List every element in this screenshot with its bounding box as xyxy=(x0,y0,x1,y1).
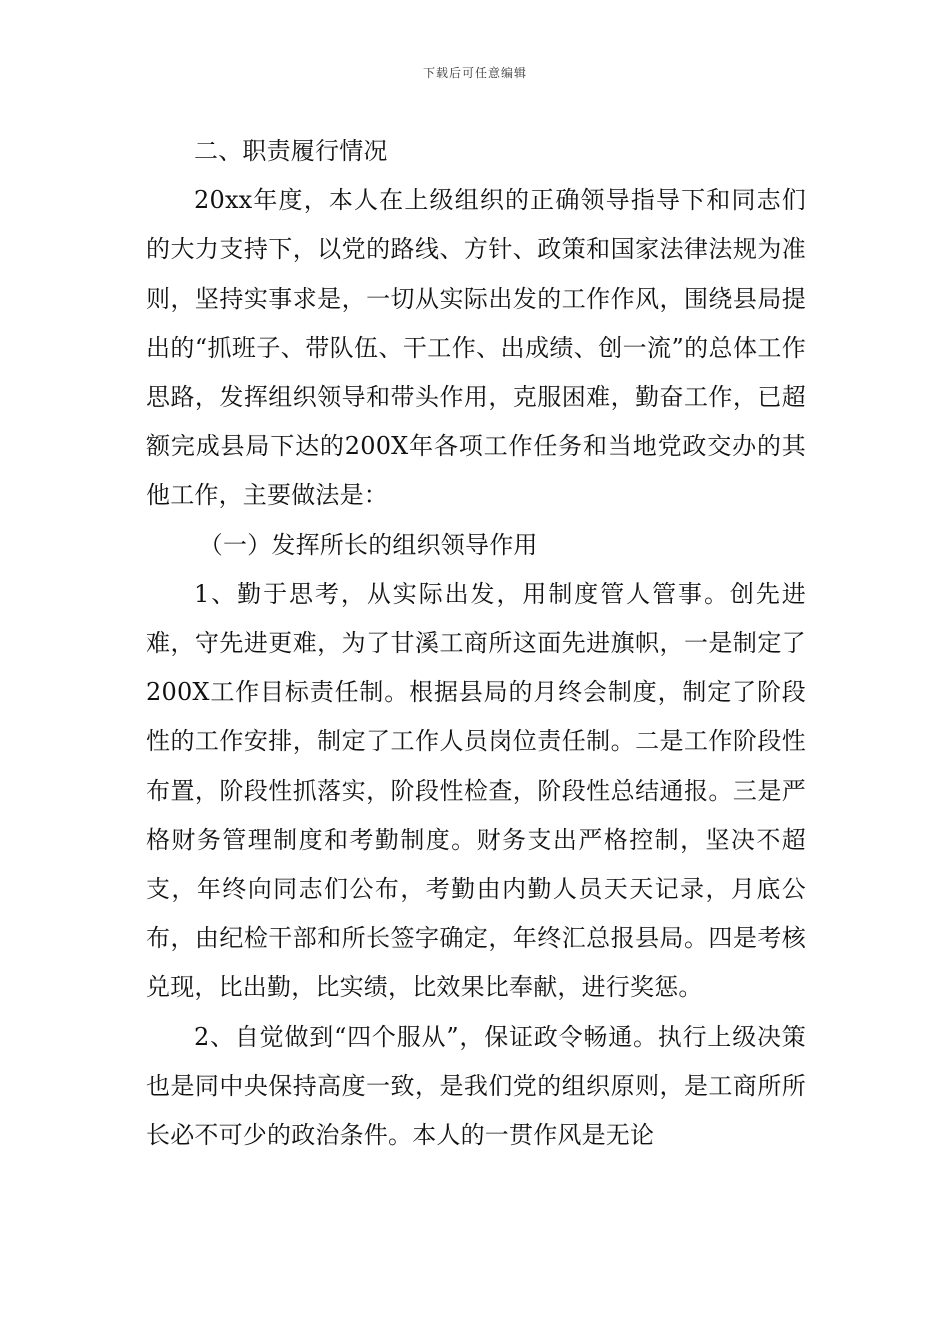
paragraph-item-1: 1、勤于思考，从实际出发，用制度管人管事。创先进难，守先进更难，为了甘溪工商所这面先进旗帜，一是制定了200X工作目标责任制。根据县局的月终会制度，制定了阶段性的工作安排，制定了工作人员岗位责任制。二是工作阶段性布置，阶段性抓落实，阶段性检查，阶段性总结通报。三是严格财务管理制度和考勤制度。财务支出严格控制，坚决不超支，年终向同志们公布，考勤由内勤人员天天记录，月底公布，由纪检干部和所长签字确定，年终汇总报县局。四是考核兑现，比出勤，比实绩，比效果比奉献，进行奖惩。 xyxy=(146,579,806,1002)
section-title: 二、职责履行情况 xyxy=(194,137,388,165)
page-header-note: 下载后可任意编辑 xyxy=(422,66,527,80)
paragraph-item-2: 2、自觉做到“四个服从”，保证政令畅通。执行上级决策也是同中央保持高度一致，是我们党的组织原则，是工商所所长必不可少的政治条件。本人的一贯作风是无论 xyxy=(146,1022,806,1150)
subsection-heading: （一）发挥所长的组织领导作用 xyxy=(198,530,538,559)
paragraph-annual-summary: 20xx年度，本人在上级组织的正确领导指导下和同志们的大力支持下，以党的路线、方针、政策和国家法律法规为准则，坚持实事求是，一切从实际出发的工作作风，围绕县局提出的“抓班子、带队伍、干工作、出成绩、创一流”的总体工作思路，发挥组织领导和带头作用，克服困难，勤奋工作，已超额完成县局下达的200X年各项工作任务和当地党政交办的其他工作，主要做法是： xyxy=(146,186,806,510)
document-body xyxy=(146,127,806,1160)
